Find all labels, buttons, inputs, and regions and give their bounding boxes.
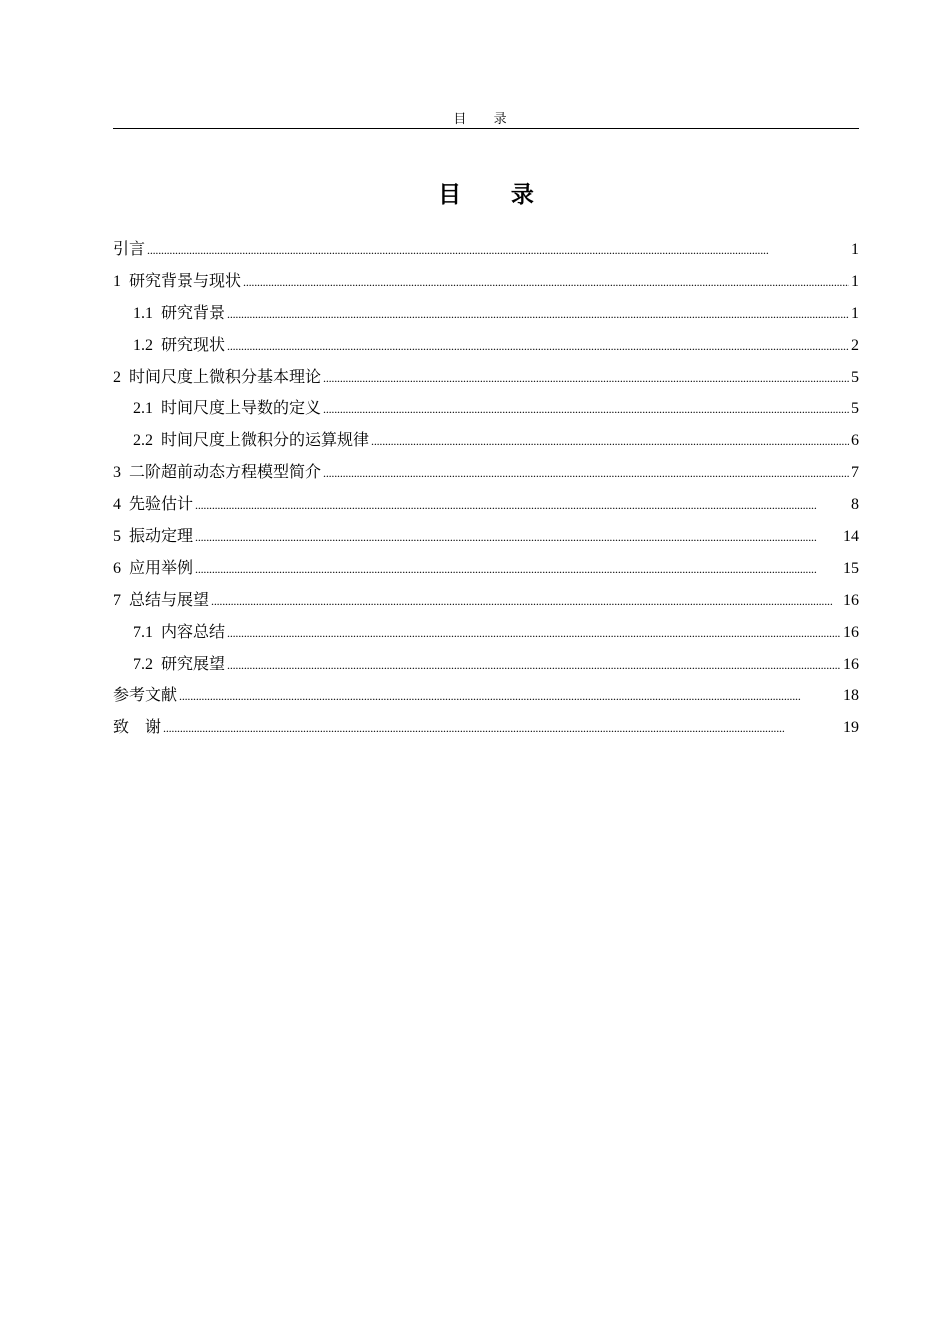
dot-leader: [323, 461, 849, 485]
dot-leader: [227, 334, 849, 358]
toc-entry-label: 时间尺度上微积分基本理论: [129, 368, 322, 386]
dot-leader: [179, 684, 841, 708]
toc-entry-number: 2.1: [133, 400, 153, 418]
running-header: 目 录: [453, 111, 519, 126]
toc-entry[interactable]: [113, 302, 859, 334]
toc-entry-label: 研究背景与现状: [129, 272, 242, 290]
toc-entry-page: 18: [843, 687, 859, 705]
header-rule: [113, 128, 859, 129]
toc-entry-page: 8: [851, 496, 859, 514]
toc-entry-page: 1: [851, 241, 859, 258]
dot-leader: [195, 493, 849, 517]
toc-entry-page: 1: [851, 304, 859, 322]
dot-leader: [163, 716, 841, 740]
toc-entry[interactable]: [113, 716, 859, 748]
toc-entry-page: 19: [843, 719, 859, 737]
toc-entry-page: 5: [851, 368, 859, 386]
toc-entry[interactable]: [113, 397, 859, 429]
dot-leader: [227, 653, 841, 677]
toc-entry-page: 16: [843, 591, 859, 609]
toc-entry[interactable]: [113, 653, 859, 685]
toc-entry-label: 参考文献: [113, 687, 178, 705]
toc-entry-label: 引言: [113, 241, 146, 258]
toc-entry-label: 先验估计: [129, 496, 194, 514]
toc-entry[interactable]: [113, 429, 859, 461]
toc-entry-number: 3: [113, 464, 121, 482]
dot-leader: [323, 366, 849, 390]
page-title: 目 录: [438, 182, 556, 207]
toc-entry[interactable]: [113, 525, 859, 557]
toc-entry-page: 2: [851, 336, 859, 354]
toc-entry-page: 16: [843, 655, 859, 673]
table-of-contents: [113, 238, 859, 748]
toc-entry-page: 1: [851, 272, 859, 290]
toc-entry[interactable]: [113, 589, 859, 621]
toc-entry-number: 1: [113, 272, 121, 290]
toc-entry-label: 研究背景: [161, 304, 226, 322]
toc-entry-label: 研究展望: [161, 655, 226, 673]
dot-leader: [227, 302, 849, 326]
toc-entry-number: 1.1: [133, 304, 153, 322]
toc-entry[interactable]: [113, 366, 859, 398]
dot-leader: [147, 238, 849, 262]
toc-entry[interactable]: [113, 270, 859, 302]
toc-entry[interactable]: [113, 461, 859, 493]
toc-entry-number: 4: [113, 496, 121, 514]
toc-entry-label: 振动定理: [129, 528, 194, 546]
toc-entry[interactable]: [113, 684, 859, 716]
toc-entry-number: 2: [113, 368, 121, 386]
toc-entry-number: 7: [113, 591, 121, 609]
toc-entry-label: 时间尺度上导数的定义: [161, 400, 322, 418]
toc-entry-page: 5: [851, 400, 859, 418]
toc-entry-label: 时间尺度上微积分的运算规律: [161, 432, 370, 450]
toc-entry[interactable]: [113, 557, 859, 589]
toc-entry-page: 16: [843, 623, 859, 641]
toc-entry[interactable]: [113, 238, 859, 270]
toc-entry-number: 7.1: [133, 623, 153, 641]
toc-entry-page: 14: [843, 528, 859, 546]
dot-leader: [371, 429, 849, 453]
dot-leader: [211, 589, 841, 613]
dot-leader: [323, 397, 849, 421]
toc-entry-number: 6: [113, 559, 121, 577]
toc-entry-page: 7: [851, 464, 859, 482]
toc-entry-number: 1.2: [133, 336, 153, 354]
toc-entry-label: 二阶超前动态方程模型简介: [129, 464, 322, 482]
dot-leader: [243, 270, 849, 294]
toc-entry-label: 内容总结: [161, 623, 226, 641]
dot-leader: [195, 557, 841, 581]
toc-entry-page: 15: [843, 559, 859, 577]
toc-entry[interactable]: [113, 493, 859, 525]
toc-entry-label: 总结与展望: [129, 591, 210, 609]
dot-leader: [195, 525, 841, 549]
toc-entry[interactable]: [113, 334, 859, 366]
toc-entry-number: 2.2: [133, 432, 153, 450]
toc-entry-number: 5: [113, 528, 121, 546]
toc-entry-number: 7.2: [133, 655, 153, 673]
toc-entry-label: 应用举例: [129, 559, 194, 577]
toc-entry[interactable]: [113, 621, 859, 653]
toc-entry-page: 6: [851, 432, 859, 450]
toc-entry-label: 研究现状: [161, 336, 226, 354]
toc-entry-label: 致 谢: [113, 719, 162, 737]
dot-leader: [227, 621, 841, 645]
